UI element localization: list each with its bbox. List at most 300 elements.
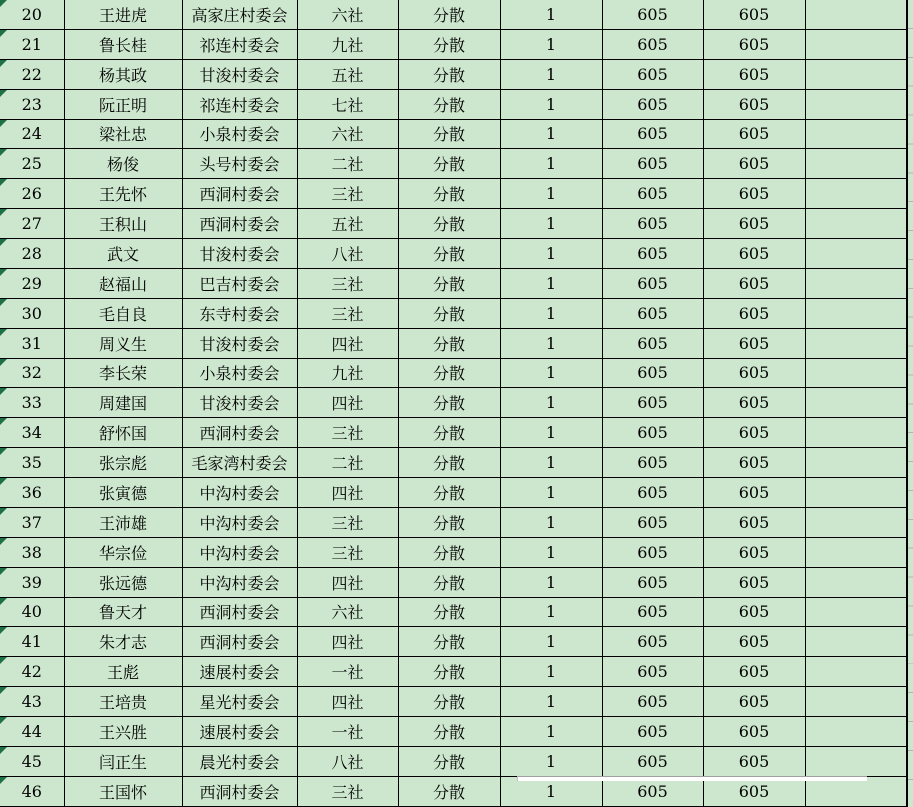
cell-person-name[interactable]: 王积山: [64, 209, 182, 239]
cell-count[interactable]: 1: [500, 418, 602, 448]
cell-total-amount[interactable]: 605: [703, 29, 805, 59]
cell-standard-amount[interactable]: 605: [602, 328, 703, 358]
cell-person-name[interactable]: 朱才志: [64, 627, 182, 657]
cell-total-amount[interactable]: 605: [703, 657, 805, 687]
cell-row-number[interactable]: [0, 657, 64, 687]
cell-standard-amount[interactable]: 605: [602, 507, 703, 537]
cell-production-team[interactable]: 四社: [297, 388, 398, 418]
cell-note[interactable]: [805, 119, 907, 149]
cell-person-name[interactable]: 舒怀国: [64, 418, 182, 448]
cell-count[interactable]: 1: [500, 209, 602, 239]
cell-settlement-mode[interactable]: 分散: [398, 507, 500, 537]
cell-person-name[interactable]: 张远德: [64, 567, 182, 597]
cell-count[interactable]: 1: [500, 239, 602, 269]
cell-village-committee[interactable]: 中沟村委会: [182, 507, 297, 537]
cell-row-number[interactable]: [0, 29, 64, 59]
cell-standard-amount[interactable]: 605: [602, 119, 703, 149]
cell-total-amount[interactable]: 605: [703, 59, 805, 89]
cell-village-committee[interactable]: 高家庄村委会: [182, 0, 297, 29]
cell-row-number[interactable]: [0, 239, 64, 269]
cell-note[interactable]: [805, 149, 907, 179]
cell-note[interactable]: [805, 209, 907, 239]
error-indicator-triangle: [0, 418, 7, 425]
error-indicator-triangle: [0, 0, 7, 7]
cell-total-amount[interactable]: 605: [703, 537, 805, 567]
cell-note[interactable]: [805, 746, 907, 776]
cell-standard-amount[interactable]: 605: [602, 627, 703, 657]
error-indicator-triangle: [0, 359, 7, 366]
cell-note[interactable]: [805, 358, 907, 388]
cell-person-name[interactable]: 张宗彪: [64, 448, 182, 478]
cell-standard-amount[interactable]: 605: [602, 448, 703, 478]
cell-person-name[interactable]: 周建国: [64, 388, 182, 418]
error-indicator-triangle: [0, 209, 7, 216]
cell-settlement-mode[interactable]: 分散: [398, 268, 500, 298]
cell-count[interactable]: 1: [500, 478, 602, 508]
row-number-text: 22: [21, 64, 42, 84]
error-indicator-triangle: [0, 30, 7, 37]
cell-total-amount[interactable]: 605: [703, 119, 805, 149]
cell-village-committee[interactable]: 甘浚村委会: [182, 328, 297, 358]
cell-village-committee[interactable]: 西洞村委会: [182, 597, 297, 627]
cell-total-amount[interactable]: 605: [703, 328, 805, 358]
error-indicator-triangle: [0, 747, 7, 754]
row-number-text: 42: [21, 662, 42, 682]
cell-village-committee[interactable]: 速展村委会: [182, 717, 297, 747]
cell-village-committee[interactable]: 中沟村委会: [182, 478, 297, 508]
cell-person-name[interactable]: 杨其政: [64, 59, 182, 89]
cell-person-name[interactable]: 王国怀: [64, 776, 182, 806]
row-number-text: 40: [21, 602, 42, 622]
cell-standard-amount[interactable]: 605: [602, 418, 703, 448]
table-row: [0, 239, 907, 269]
cell-village-committee[interactable]: 西洞村委会: [182, 209, 297, 239]
cell-total-amount[interactable]: 605: [703, 298, 805, 328]
error-indicator-triangle: [0, 448, 7, 455]
cell-note[interactable]: [805, 268, 907, 298]
cell-total-amount[interactable]: 605: [703, 717, 805, 747]
cell-person-name[interactable]: 毛自良: [64, 298, 182, 328]
cell-person-name[interactable]: 王彪: [64, 657, 182, 687]
cell-settlement-mode[interactable]: 分散: [398, 418, 500, 448]
cell-row-number[interactable]: [0, 179, 64, 209]
cell-note[interactable]: [805, 239, 907, 269]
table-row: [0, 0, 907, 29]
table-row: [0, 597, 907, 627]
cell-production-team[interactable]: 二社: [297, 448, 398, 478]
cell-settlement-mode[interactable]: 分散: [398, 29, 500, 59]
cell-total-amount[interactable]: 605: [703, 89, 805, 119]
error-indicator-triangle: [0, 90, 7, 97]
cell-count[interactable]: 1: [500, 657, 602, 687]
cell-standard-amount[interactable]: 605: [602, 746, 703, 776]
cell-total-amount[interactable]: 605: [703, 746, 805, 776]
error-indicator-triangle: [0, 149, 7, 156]
cell-standard-amount[interactable]: 605: [602, 597, 703, 627]
cell-village-committee[interactable]: 甘浚村委会: [182, 239, 297, 269]
cell-person-name[interactable]: 王先怀: [64, 179, 182, 209]
cell-standard-amount[interactable]: 605: [602, 268, 703, 298]
cell-settlement-mode[interactable]: 分散: [398, 746, 500, 776]
cell-person-name[interactable]: 周义生: [64, 328, 182, 358]
cell-count[interactable]: 1: [500, 0, 602, 29]
cell-production-team[interactable]: 八社: [297, 746, 398, 776]
cell-count[interactable]: 1: [500, 687, 602, 717]
cell-count[interactable]: 1: [500, 746, 602, 776]
cell-count[interactable]: 1: [500, 149, 602, 179]
cell-note[interactable]: [805, 328, 907, 358]
cell-note[interactable]: [805, 418, 907, 448]
cell-person-name[interactable]: 赵福山: [64, 268, 182, 298]
cell-note[interactable]: [805, 597, 907, 627]
cell-settlement-mode[interactable]: 分散: [398, 328, 500, 358]
cell-note[interactable]: [805, 0, 907, 29]
table-row: [0, 119, 907, 149]
row-number-text: 25: [21, 154, 42, 174]
cell-count[interactable]: 1: [500, 89, 602, 119]
cell-production-team[interactable]: 九社: [297, 29, 398, 59]
cell-count[interactable]: 1: [500, 328, 602, 358]
cell-settlement-mode[interactable]: 分散: [398, 358, 500, 388]
cell-person-name[interactable]: 闫正生: [64, 746, 182, 776]
table-row: [0, 507, 907, 537]
cell-row-number[interactable]: [0, 358, 64, 388]
error-indicator-triangle: [0, 627, 7, 634]
cell-note[interactable]: [805, 687, 907, 717]
cell-row-number[interactable]: [0, 627, 64, 657]
cell-count[interactable]: 1: [500, 119, 602, 149]
cell-row-number[interactable]: [0, 149, 64, 179]
cell-person-name[interactable]: 阮正明: [64, 89, 182, 119]
table-row: [0, 358, 907, 388]
cell-standard-amount[interactable]: 605: [602, 59, 703, 89]
cell-note[interactable]: [805, 537, 907, 567]
error-indicator-triangle: [0, 568, 7, 575]
cell-standard-amount[interactable]: 605: [602, 209, 703, 239]
cell-village-committee[interactable]: 星光村委会: [182, 687, 297, 717]
cell-note[interactable]: [805, 717, 907, 747]
cell-row-number[interactable]: [0, 268, 64, 298]
row-number-text: 29: [21, 273, 42, 293]
cell-production-team[interactable]: 四社: [297, 567, 398, 597]
cell-note[interactable]: [805, 507, 907, 537]
cell-note[interactable]: [805, 29, 907, 59]
cell-production-team[interactable]: 三社: [297, 179, 398, 209]
cell-production-team[interactable]: 八社: [297, 239, 398, 269]
row-number-text: 31: [21, 333, 42, 353]
cell-row-number[interactable]: [0, 298, 64, 328]
cell-production-team[interactable]: 七社: [297, 89, 398, 119]
cell-count[interactable]: 1: [500, 776, 602, 806]
row-number-text: 28: [21, 243, 42, 263]
cell-person-name[interactable]: 张寅德: [64, 478, 182, 508]
cell-village-committee[interactable]: 西洞村委会: [182, 776, 297, 806]
cell-village-committee[interactable]: 祁连村委会: [182, 29, 297, 59]
cell-production-team[interactable]: 六社: [297, 119, 398, 149]
cell-village-committee[interactable]: 毛家湾村委会: [182, 448, 297, 478]
cell-village-committee[interactable]: 晨光村委会: [182, 746, 297, 776]
cell-count[interactable]: 1: [500, 717, 602, 747]
row-number-text: 24: [21, 124, 42, 144]
table-row: [0, 657, 907, 687]
cell-village-committee[interactable]: 中沟村委会: [182, 537, 297, 567]
cell-total-amount[interactable]: 605: [703, 358, 805, 388]
table-row: [0, 59, 907, 89]
cell-note[interactable]: [805, 627, 907, 657]
cell-settlement-mode[interactable]: 分散: [398, 298, 500, 328]
cell-count[interactable]: 1: [500, 567, 602, 597]
row-number-text: 33: [21, 393, 42, 413]
cell-settlement-mode[interactable]: 分散: [398, 0, 500, 29]
error-indicator-triangle: [0, 179, 7, 186]
cell-settlement-mode[interactable]: 分散: [398, 627, 500, 657]
cell-total-amount[interactable]: 605: [703, 239, 805, 269]
row-number-text: 46: [21, 781, 42, 801]
cell-total-amount[interactable]: 605: [703, 448, 805, 478]
cell-village-committee[interactable]: 西洞村委会: [182, 627, 297, 657]
cell-standard-amount[interactable]: 605: [602, 179, 703, 209]
cell-row-number[interactable]: [0, 418, 64, 448]
cell-person-name[interactable]: 华宗俭: [64, 537, 182, 567]
cell-production-team[interactable]: 三社: [297, 418, 398, 448]
cell-note[interactable]: [805, 59, 907, 89]
cell-village-committee[interactable]: 速展村委会: [182, 657, 297, 687]
row-number-text: 43: [21, 692, 42, 712]
row-number-text: 45: [21, 751, 42, 771]
cell-standard-amount[interactable]: 605: [602, 388, 703, 418]
cell-settlement-mode[interactable]: 分散: [398, 388, 500, 418]
cell-person-name[interactable]: 鲁天才: [64, 597, 182, 627]
cell-note[interactable]: [805, 567, 907, 597]
cell-standard-amount[interactable]: 605: [602, 717, 703, 747]
cell-total-amount[interactable]: 605: [703, 268, 805, 298]
cell-total-amount[interactable]: 605: [703, 507, 805, 537]
cell-row-number[interactable]: [0, 89, 64, 119]
cell-row-number[interactable]: [0, 388, 64, 418]
cell-person-name[interactable]: 王进虎: [64, 0, 182, 29]
cell-row-number[interactable]: [0, 746, 64, 776]
cell-settlement-mode[interactable]: 分散: [398, 776, 500, 806]
cell-production-team[interactable]: 三社: [297, 298, 398, 328]
cell-production-team[interactable]: 五社: [297, 209, 398, 239]
cell-settlement-mode[interactable]: 分散: [398, 717, 500, 747]
cell-count[interactable]: 1: [500, 298, 602, 328]
error-indicator-triangle: [0, 239, 7, 246]
cell-person-name[interactable]: 王培贵: [64, 687, 182, 717]
cell-settlement-mode[interactable]: 分散: [398, 567, 500, 597]
cell-person-name[interactable]: 梁社忠: [64, 119, 182, 149]
cell-note[interactable]: [805, 388, 907, 418]
cell-village-committee[interactable]: 东寺村委会: [182, 298, 297, 328]
cell-note[interactable]: [805, 179, 907, 209]
cell-person-name[interactable]: 王兴胜: [64, 717, 182, 747]
cell-total-amount[interactable]: 605: [703, 149, 805, 179]
cell-total-amount[interactable]: 605: [703, 209, 805, 239]
cell-standard-amount[interactable]: 605: [602, 239, 703, 269]
cell-count[interactable]: 1: [500, 358, 602, 388]
cell-production-team[interactable]: 三社: [297, 537, 398, 567]
cell-total-amount[interactable]: 605: [703, 776, 805, 806]
cell-count[interactable]: 1: [500, 29, 602, 59]
cell-settlement-mode[interactable]: 分散: [398, 59, 500, 89]
cell-row-number[interactable]: [0, 328, 64, 358]
cell-production-team[interactable]: 四社: [297, 687, 398, 717]
cell-count[interactable]: 1: [500, 388, 602, 418]
cell-count[interactable]: 1: [500, 268, 602, 298]
cell-person-name[interactable]: 鲁长桂: [64, 29, 182, 59]
cell-production-team[interactable]: 三社: [297, 268, 398, 298]
cell-row-number[interactable]: [0, 448, 64, 478]
cell-person-name[interactable]: 李长荣: [64, 358, 182, 388]
cell-person-name[interactable]: 王沛雄: [64, 507, 182, 537]
cell-total-amount[interactable]: 605: [703, 627, 805, 657]
cell-village-committee[interactable]: 祁连村委会: [182, 89, 297, 119]
cell-standard-amount[interactable]: 605: [602, 567, 703, 597]
cell-standard-amount[interactable]: 605: [602, 29, 703, 59]
cell-note[interactable]: [805, 478, 907, 508]
row-number-text: 41: [21, 632, 42, 652]
error-indicator-triangle: [0, 329, 7, 336]
cell-count[interactable]: 1: [500, 507, 602, 537]
cell-settlement-mode[interactable]: 分散: [398, 119, 500, 149]
cell-total-amount[interactable]: 605: [703, 687, 805, 717]
cell-count[interactable]: 1: [500, 537, 602, 567]
error-indicator-triangle: [0, 508, 7, 515]
table-row: [0, 149, 907, 179]
row-number-text: 36: [21, 482, 42, 502]
table-row: [0, 537, 907, 567]
cell-village-committee[interactable]: 巴吉村委会: [182, 268, 297, 298]
cell-village-committee[interactable]: 西洞村委会: [182, 418, 297, 448]
cell-count[interactable]: 1: [500, 179, 602, 209]
cell-row-number[interactable]: [0, 776, 64, 806]
cell-row-number[interactable]: [0, 687, 64, 717]
cell-settlement-mode[interactable]: 分散: [398, 657, 500, 687]
cell-settlement-mode[interactable]: 分散: [398, 179, 500, 209]
cell-settlement-mode[interactable]: 分散: [398, 149, 500, 179]
cell-production-team[interactable]: 九社: [297, 358, 398, 388]
table-row: [0, 268, 907, 298]
cell-production-team[interactable]: 四社: [297, 627, 398, 657]
cell-total-amount[interactable]: 605: [703, 179, 805, 209]
cell-village-committee[interactable]: 头号村委会: [182, 149, 297, 179]
cell-village-committee[interactable]: 小泉村委会: [182, 119, 297, 149]
row-number-text: 21: [21, 34, 42, 54]
cell-production-team[interactable]: 五社: [297, 59, 398, 89]
table-row: [0, 328, 907, 358]
cell-row-number[interactable]: [0, 597, 64, 627]
cell-standard-amount[interactable]: 605: [602, 657, 703, 687]
cell-count[interactable]: 1: [500, 627, 602, 657]
cell-production-team[interactable]: 六社: [297, 0, 398, 29]
cell-person-name[interactable]: 武文: [64, 239, 182, 269]
cell-production-team[interactable]: 一社: [297, 657, 398, 687]
table-row: [0, 418, 907, 448]
cell-production-team[interactable]: 四社: [297, 328, 398, 358]
cell-production-team[interactable]: 一社: [297, 717, 398, 747]
table-row: [0, 209, 907, 239]
cell-village-committee[interactable]: 甘浚村委会: [182, 59, 297, 89]
cell-settlement-mode[interactable]: 分散: [398, 687, 500, 717]
cell-settlement-mode[interactable]: 分散: [398, 478, 500, 508]
cell-standard-amount[interactable]: 605: [602, 298, 703, 328]
cell-settlement-mode[interactable]: 分散: [398, 448, 500, 478]
cell-note[interactable]: [805, 448, 907, 478]
cell-total-amount[interactable]: 605: [703, 388, 805, 418]
row-number-text: 20: [21, 4, 42, 24]
cell-standard-amount[interactable]: 605: [602, 478, 703, 508]
cell-note[interactable]: [805, 298, 907, 328]
table-row: [0, 567, 907, 597]
cell-settlement-mode[interactable]: 分散: [398, 239, 500, 269]
row-number-text: 26: [21, 184, 42, 204]
table-row: [0, 89, 907, 119]
cell-village-committee[interactable]: 中沟村委会: [182, 567, 297, 597]
cell-village-committee[interactable]: 小泉村委会: [182, 358, 297, 388]
cell-note[interactable]: [805, 657, 907, 687]
cell-row-number[interactable]: [0, 567, 64, 597]
cell-production-team[interactable]: 三社: [297, 776, 398, 806]
cell-village-committee[interactable]: 甘浚村委会: [182, 388, 297, 418]
cell-row-number[interactable]: [0, 717, 64, 747]
cell-total-amount[interactable]: 605: [703, 0, 805, 29]
error-indicator-triangle: [0, 60, 7, 67]
cell-row-number[interactable]: [0, 0, 64, 29]
cell-village-committee[interactable]: 西洞村委会: [182, 179, 297, 209]
cell-standard-amount[interactable]: 605: [602, 358, 703, 388]
error-indicator-triangle: [0, 657, 7, 664]
cell-settlement-mode[interactable]: 分散: [398, 89, 500, 119]
error-indicator-triangle: [0, 269, 7, 276]
error-indicator-triangle: [0, 717, 7, 724]
overlapping-window-edge: [517, 776, 867, 781]
cell-production-team[interactable]: 四社: [297, 478, 398, 508]
cell-total-amount[interactable]: 605: [703, 478, 805, 508]
cell-count[interactable]: 1: [500, 597, 602, 627]
cell-standard-amount[interactable]: 605: [602, 89, 703, 119]
row-number-text: 32: [21, 363, 42, 383]
cell-standard-amount[interactable]: 605: [602, 537, 703, 567]
row-number-text: 34: [21, 423, 42, 443]
cell-note[interactable]: [805, 89, 907, 119]
cell-settlement-mode[interactable]: 分散: [398, 209, 500, 239]
cell-row-number[interactable]: [0, 209, 64, 239]
cell-row-number[interactable]: [0, 478, 64, 508]
cell-standard-amount[interactable]: 605: [602, 0, 703, 29]
error-indicator-triangle: [0, 777, 7, 784]
cell-standard-amount[interactable]: 605: [602, 149, 703, 179]
cell-settlement-mode[interactable]: 分散: [398, 597, 500, 627]
cell-production-team[interactable]: 二社: [297, 149, 398, 179]
cell-production-team[interactable]: 六社: [297, 597, 398, 627]
error-indicator-triangle: [0, 687, 7, 694]
cell-row-number[interactable]: [0, 507, 64, 537]
cell-person-name[interactable]: 杨俊: [64, 149, 182, 179]
error-indicator-triangle: [0, 388, 7, 395]
cell-count[interactable]: 1: [500, 448, 602, 478]
cell-row-number[interactable]: [0, 59, 64, 89]
cell-production-team[interactable]: 三社: [297, 507, 398, 537]
cell-standard-amount[interactable]: 605: [602, 776, 703, 806]
cell-total-amount[interactable]: 605: [703, 418, 805, 448]
cell-total-amount[interactable]: 605: [703, 597, 805, 627]
cell-count[interactable]: 1: [500, 59, 602, 89]
cell-settlement-mode[interactable]: 分散: [398, 537, 500, 567]
cell-standard-amount[interactable]: 605: [602, 687, 703, 717]
cell-row-number[interactable]: [0, 119, 64, 149]
cell-row-number[interactable]: [0, 537, 64, 567]
cell-total-amount[interactable]: 605: [703, 567, 805, 597]
